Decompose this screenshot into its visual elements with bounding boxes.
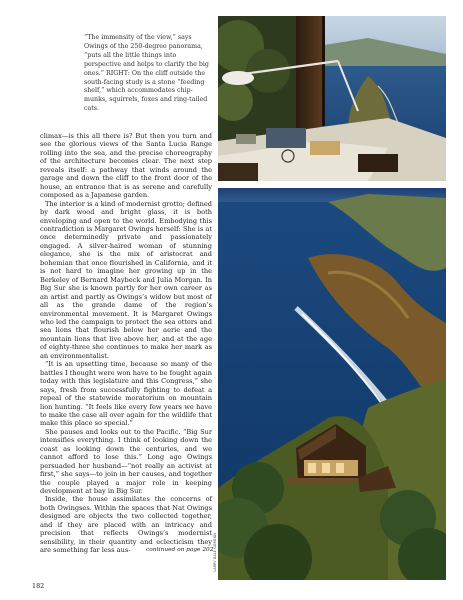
- study-desk-photo: [218, 16, 446, 181]
- continued-note: continued on page 202: [146, 547, 214, 553]
- article-paragraph: climax—is this all there is? But then you turn and see the glorious views of the Santa Lucia Range rolling into the sea, and the precise choreography of the architecture becomes clear. The next step reveals itself: a pathway that winds around the garage and down the cliff to the front door of the house, an entrance that is as serene and carefully composed as a Japanese garden.: [40, 132, 212, 200]
- article-paragraph: The interior is a kind of modernist grotto; defined by dark wood and bright glass, it is both enveloping and open to the world. Embodying this contradiction is Margaret Owings herself: She is at once determinedly private and passionately engaged. A silver-haired woman of stunning elegance, she is the mix of aristocrat and bohemian that once flourished in California, and it is not hard to imagine her growing up in the Berkeley of Bernard Maybeck and Julia Morgan. In Big Sur she is known partly for her own career as an artist and partly as Owings’s widow but most of all as the grande dame of the region’s environmental movement. It is Margaret Owings who led the campaign to protect the sea otters and sea lions that flourish below her aerie and the mountain lions that live above her, and at the age of eighty-three she continues to make her mark as an environmentalist.: [40, 199, 212, 360]
- article-body: [40, 132, 212, 555]
- cliff-house-photo: [218, 188, 446, 580]
- article-paragraph: “It is an upsetting time, because so many of the battles I thought were won have to be fought again today with this legislature and this Congress,” she says, fresh from successfully fighting to defeat a repeal of the statewide moratorium on mountain lion hunting. “It feels like every few years we have to make the case all over again for the wildlife that make this place so special.”: [40, 360, 212, 428]
- article-paragraph: She pauses and looks out to the Pacific. “Big Sur intensifies everything. I think of looking down the coast as looking down the centuries, and we cannot afford to lose this.” Long ago Owings persuaded her husband—“not really an activist at first,” she says—to join in her causes, and together the couple played a major role in keeping development at bay in Big Sur.: [40, 427, 212, 496]
- page-number: 182: [32, 582, 45, 590]
- photo-credit: LARRY DALE GORDON: [213, 533, 217, 572]
- article-paragraph: Inside, the house assimilates the concerns of both Owingses. Within the spaces that Nat Owings designed are objects the two collected together, and if they are placed with an intricacy and precision that reflects Owings’s modernist sensibility, in their quantity and eclecticism they are something far less aus-: [40, 495, 212, 555]
- photo-caption: “The immensity of the view,” says Owings of the 250-degree panorama, “puts all the little things into perspective and helps to clarify the big ones.” RIGHT: On the cliff outside the south-facing study is a stone “feeding shelf,” which accommodates chip-munks, squirrels, foxes and ring-tailed cats.: [84, 34, 209, 113]
